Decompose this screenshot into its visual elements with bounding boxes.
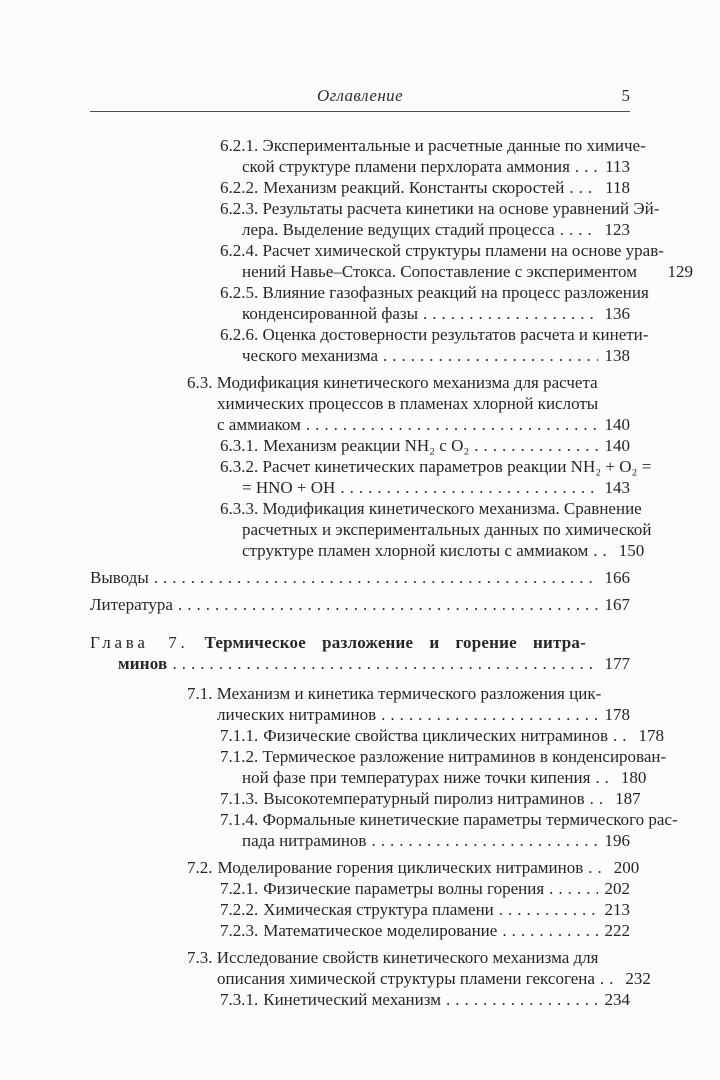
entry-number: 7.1.3. — [220, 789, 259, 808]
entry-number: 7.2.3. — [220, 921, 259, 940]
entry-number: 6.3.3. — [220, 499, 259, 518]
entry-title-text: ческого механизма — [242, 346, 379, 365]
entry-title-text: Термическое разложение нитраминов в конденсирован- — [262, 747, 667, 766]
entry-page-number: 202 — [604, 879, 630, 898]
toc-entry-line — [220, 198, 660, 219]
entry-number: 6.3. — [187, 373, 213, 392]
toc-entry — [90, 683, 630, 725]
entry-number: 7.1.4. — [220, 810, 259, 829]
entry-title-text: Исследование свойств кинетического механизма для — [216, 948, 599, 967]
entry-title-text: лера. Выделение ведущих стадий процесса — [242, 220, 555, 239]
toc-entry — [90, 282, 649, 324]
entry-title-text: Литература — [90, 595, 173, 614]
toc-entry-line — [242, 303, 630, 324]
entry-number: 7.3.1. — [220, 990, 259, 1009]
entry-title-text: Моделирование горения циклических нитраминов — [217, 858, 584, 877]
entry-title-text: описания химической структуры пламени гексогена — [217, 969, 595, 988]
entry-title-text: конденсированной фазы — [242, 304, 419, 323]
toc-entry-line — [242, 830, 630, 851]
entry-title-text: Высокотемпературный пиролиз нитраминов — [263, 789, 585, 808]
toc-entry-line — [242, 156, 630, 177]
toc-entry-line — [220, 282, 649, 303]
entry-page-number: 118 — [605, 178, 630, 197]
toc-entry-line — [242, 261, 693, 282]
entry-title-text: структуре пламен хлорной кислоты с аммиаком — [242, 541, 589, 560]
toc-entry-line — [90, 567, 630, 588]
entry-page-number: 123 — [604, 220, 630, 239]
entry-number: 7.1. — [187, 684, 213, 703]
entry-title-text: расчетных и экспериментальных данных по химической — [242, 520, 652, 539]
dot-leader — [469, 435, 598, 456]
toc-entry-line — [220, 177, 630, 198]
dot-leader — [167, 653, 598, 674]
toc-entry-line — [220, 809, 678, 830]
entry-page-number: 200 — [613, 858, 640, 877]
entry-page-number: 113 — [605, 157, 630, 176]
toc-entry-line — [220, 435, 630, 456]
toc-entry — [90, 567, 630, 588]
entry-number: 7.2. — [187, 858, 213, 877]
toc-entry-line — [217, 704, 630, 725]
folio-page-number: 5 — [621, 86, 630, 105]
toc-entry-line — [90, 594, 630, 615]
dot-leader — [497, 920, 598, 941]
dot-leader — [564, 177, 598, 198]
entry-page-number: 136 — [604, 304, 630, 323]
dot-leader — [173, 594, 598, 615]
entry-title-text: Химическая структура пламени — [263, 900, 494, 919]
entry-title-text: с аммиаком — [217, 415, 301, 434]
toc-entry-line — [220, 725, 664, 746]
entry-title-text: Физические параметры волны горения — [263, 879, 545, 898]
toc-entry-line — [187, 947, 630, 968]
toc-entry — [90, 498, 652, 561]
entry-number: 7.1.1. — [220, 726, 259, 745]
entry-page-number: 222 — [604, 921, 630, 940]
entry-title-text: Модификация кинетического механизма. Сравнение — [262, 499, 642, 518]
entry-page-number: 187 — [615, 789, 641, 808]
toc-entry-line — [242, 519, 652, 540]
toc-entry — [90, 899, 630, 920]
entry-number: 7.3. — [187, 948, 213, 967]
toc-entry-line — [220, 498, 642, 519]
toc-entry-line — [187, 683, 630, 704]
entry-title-text: ской структуре пламени перхлората аммония — [242, 157, 570, 176]
entry-number: 7.2.1. — [220, 879, 259, 898]
toc-entry-line — [220, 746, 667, 767]
dot-leader — [378, 345, 598, 366]
dot-leader — [366, 830, 598, 851]
dot-leader — [376, 704, 598, 725]
toc-entry-line — [187, 857, 640, 878]
entry-number: 6.2.6. — [220, 325, 259, 344]
entry-number: 6.2.3. — [220, 199, 259, 218]
entry-title-text: Механизм реакции NH₂ с O₂ — [263, 436, 470, 455]
entry-title-text: лических нитраминов — [217, 705, 377, 724]
toc-entry — [90, 198, 660, 240]
toc-entry-line — [118, 653, 630, 674]
entry-page-number: 213 — [604, 900, 630, 919]
entry-number: 6.2.2. — [220, 178, 259, 197]
entry-page-number: 178 — [604, 705, 630, 724]
toc-entry — [90, 240, 693, 282]
toc-entry-line — [220, 920, 630, 941]
entry-number: 6.2.5. — [220, 283, 259, 302]
entry-number: Глава 7. — [90, 633, 189, 652]
toc-entry — [90, 324, 649, 366]
entry-title-text: Механизм и кинетика термического разложения цик- — [216, 684, 602, 703]
entry-page-number: 177 — [604, 654, 630, 673]
toc-entry — [90, 989, 630, 1010]
entry-page-number: 140 — [604, 436, 630, 455]
entry-page-number: 166 — [604, 568, 630, 587]
toc-entry — [90, 372, 630, 435]
dot-leader — [608, 725, 632, 746]
toc-entry — [90, 725, 664, 746]
entry-title-text: Термическое разложение и горение нитра- — [204, 633, 586, 652]
toc-entry-line — [242, 345, 630, 366]
toc-entry-line — [220, 135, 646, 156]
toc-entry — [90, 947, 651, 989]
dot-leader — [585, 788, 609, 809]
toc-entry — [90, 920, 630, 941]
toc-entry — [90, 788, 641, 809]
toc-entry-line — [220, 324, 649, 345]
dot-leader — [544, 878, 598, 899]
entry-title-text: пада нитраминов — [242, 831, 367, 850]
toc-entry — [90, 746, 667, 788]
entry-number: 6.3.2. — [220, 457, 259, 476]
toc-entry — [90, 456, 652, 498]
toc-entry-line — [217, 968, 651, 989]
entry-page-number: 150 — [618, 541, 645, 560]
entry-title-text: нений Навье–Стокса. Сопоставление с экспериментом — [242, 262, 637, 281]
entry-page-number: 196 — [604, 831, 630, 850]
entry-page-number: 129 — [667, 262, 693, 281]
entry-title-text: химических процессов в пламенах хлорной кислоты — [217, 394, 599, 413]
entry-page-number: 138 — [604, 346, 630, 365]
toc-entry — [90, 135, 646, 177]
dot-leader — [441, 989, 598, 1010]
toc-entry-line — [242, 540, 645, 561]
toc-entry — [90, 857, 640, 878]
dot-leader — [335, 477, 598, 498]
entry-number: 6.2.4. — [220, 241, 259, 260]
entry-number: 6.2.1. — [220, 136, 259, 155]
toc-entry — [90, 809, 678, 851]
entry-title-text: Расчет кинетических параметров реакции NH₂ + O₂ = — [262, 457, 652, 476]
toc-entry-line — [220, 456, 652, 477]
toc-entry-line — [217, 414, 630, 435]
dot-leader — [590, 767, 614, 788]
toc-chapter-entry — [90, 632, 630, 674]
entry-page-number: 234 — [604, 990, 630, 1009]
page-header — [90, 86, 630, 106]
toc-entry-line — [242, 767, 647, 788]
dot-leader — [494, 899, 598, 920]
entry-title-text: = HNO + OH — [242, 478, 336, 497]
entry-title-text: Оценка достоверности результатов расчета и кинети- — [262, 325, 649, 344]
entry-page-number: 167 — [604, 595, 630, 614]
toc-entry — [90, 594, 630, 615]
toc-entry-line — [90, 632, 630, 653]
entry-title-text: Формальные кинетические параметры термического рас- — [262, 810, 678, 829]
entry-page-number: 143 — [604, 478, 630, 497]
toc-entry-line — [220, 240, 664, 261]
entry-number: 6.3.1. — [220, 436, 259, 455]
toc-entry-line — [217, 393, 630, 414]
dot-leader — [418, 303, 598, 324]
entry-number: 7.1.2. — [220, 747, 259, 766]
dot-leader — [555, 219, 598, 240]
entry-title-text: ной фазе при температурах ниже точки кипения — [242, 768, 591, 787]
toc-entry-line — [220, 899, 630, 920]
dot-leader — [570, 156, 598, 177]
entry-page-number: 180 — [620, 768, 647, 787]
toc-entry-line — [220, 788, 641, 809]
entry-page-number: 178 — [638, 726, 664, 745]
entry-title-text: Физические свойства циклических нитраминов — [263, 726, 608, 745]
toc-entry-line — [242, 219, 630, 240]
toc-entry-line — [220, 989, 630, 1010]
entry-title-text: Экспериментальные и расчетные данные по химиче- — [262, 136, 646, 155]
entry-page-number: 140 — [604, 415, 630, 434]
entry-title-text: Влияние газофазных реакций на процесс разложения — [262, 283, 649, 302]
toc-entry-line — [220, 878, 630, 899]
entry-title-text: Расчет химической структуры пламени на основе урав- — [262, 241, 664, 260]
dot-leader — [588, 540, 612, 561]
header-rule — [90, 111, 630, 112]
entry-title-text: Модификация кинетического механизма для расчета — [216, 373, 598, 392]
toc-list — [90, 135, 693, 1010]
toc-entry-line — [242, 477, 630, 498]
toc-entry — [90, 177, 630, 198]
entry-title-text: Математическое моделирование — [263, 921, 498, 940]
running-head: Оглавление — [316, 86, 404, 105]
entry-title-text: минов — [118, 654, 168, 673]
dot-leader — [149, 567, 598, 588]
toc-entry-line — [187, 372, 630, 393]
toc-entry — [90, 435, 630, 456]
entry-title-text: Результаты расчета кинетики на основе уравнений Эй- — [262, 199, 660, 218]
entry-number: 7.2.2. — [220, 900, 259, 919]
dot-leader — [583, 857, 607, 878]
toc-entry — [90, 878, 630, 899]
entry-page-number: 232 — [625, 969, 651, 988]
entry-title-text: Выводы — [90, 568, 149, 587]
dot-leader — [595, 968, 619, 989]
entry-title-text: Кинетический механизм — [263, 990, 441, 1009]
dot-leader — [301, 414, 598, 435]
entry-title-text: Механизм реакций. Константы скоростей — [263, 178, 565, 197]
